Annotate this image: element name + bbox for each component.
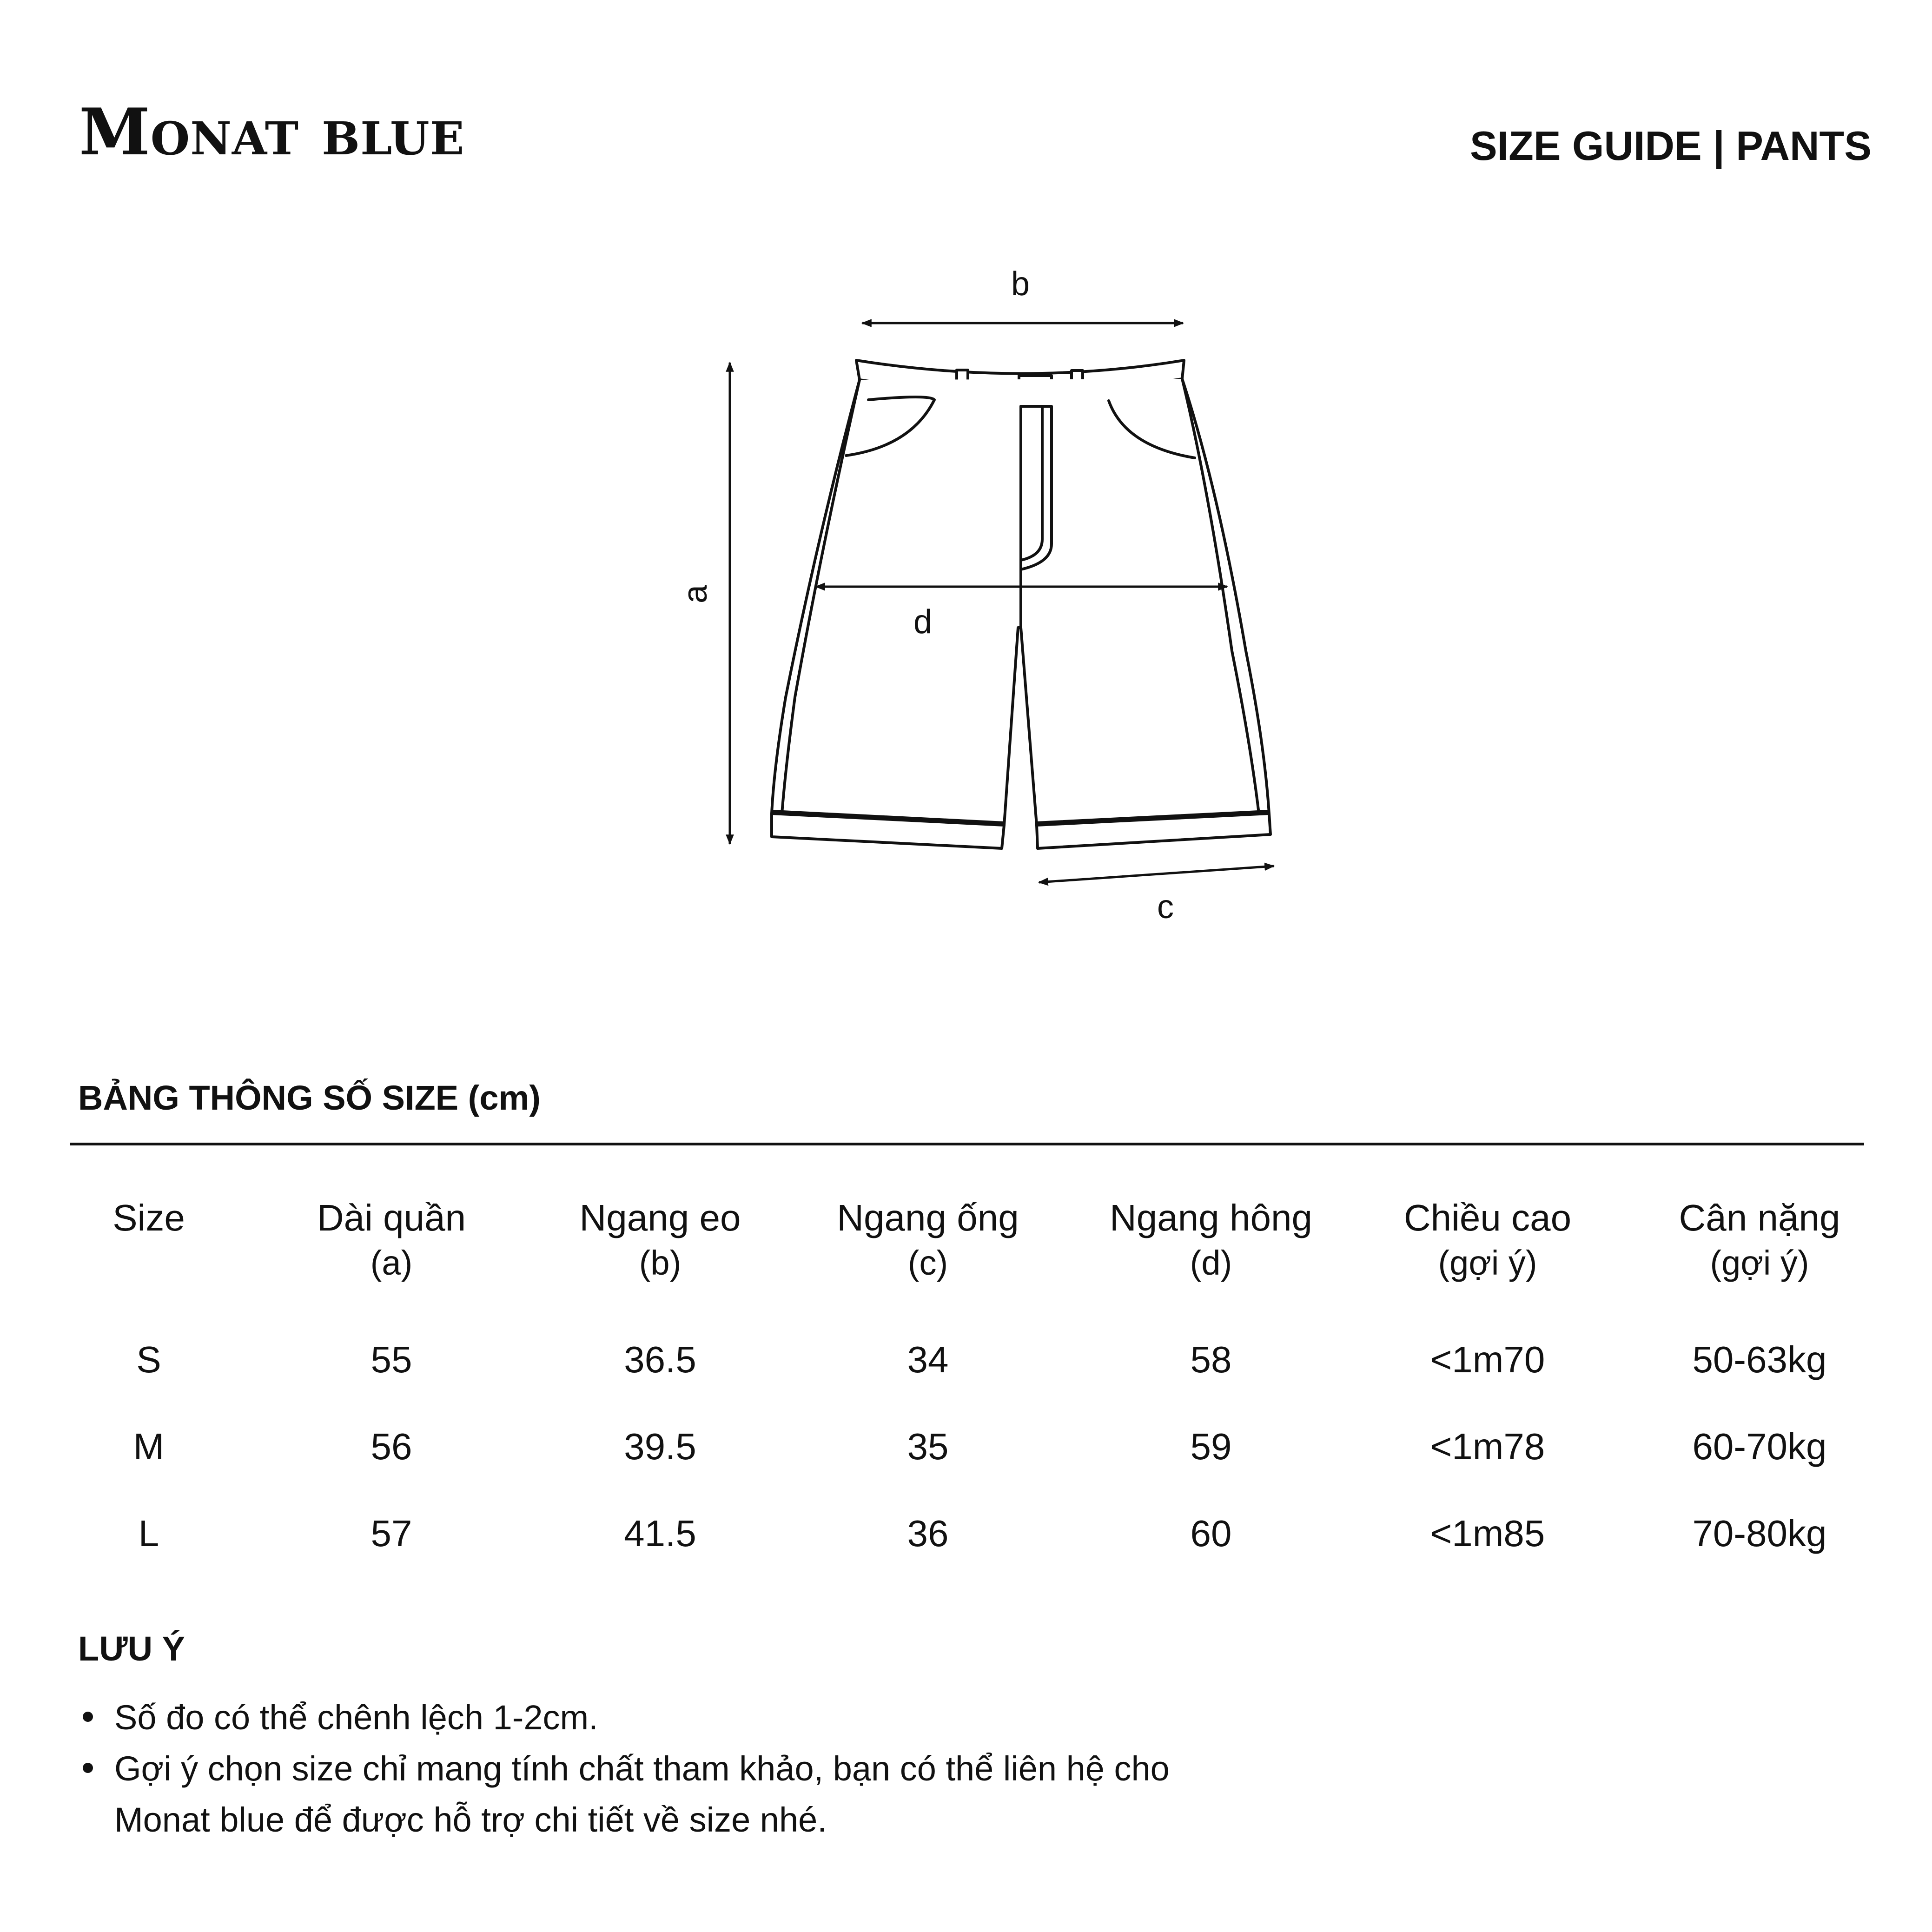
header-cell-2: Ngang eo	[579, 1197, 741, 1238]
label-b: b	[1011, 265, 1030, 303]
header-cell-sub-3: (c)	[907, 1244, 948, 1282]
table-cell: 60-70kg	[1692, 1426, 1827, 1467]
header-cell-5: Chiều cao	[1403, 1197, 1572, 1238]
table-cell: 39.5	[624, 1426, 696, 1467]
table-cell: 70-80kg	[1692, 1513, 1827, 1554]
note-text: Số đo có thể chênh lệch 1-2cm.	[114, 1698, 598, 1737]
header-cell-sub-1: (a)	[370, 1244, 413, 1282]
table-cell: 58	[1190, 1339, 1232, 1380]
table-cell: <1m78	[1430, 1426, 1545, 1467]
header-cell-3: Ngang ống	[837, 1197, 1019, 1238]
label-a: a	[677, 584, 714, 604]
bullet-icon	[83, 1763, 93, 1773]
note-item	[78, 1692, 1194, 1743]
header-cell-sub-2: (b)	[639, 1244, 681, 1282]
size-guide-title: SIZE GUIDE | PANTS	[1470, 123, 1872, 169]
table-cell: 55	[371, 1339, 412, 1380]
table-cell: 57	[371, 1513, 412, 1554]
notes-list	[78, 1692, 1194, 1846]
table-cell: 56	[371, 1426, 412, 1467]
table-cell: <1m70	[1430, 1339, 1545, 1380]
table-cell: <1m85	[1430, 1513, 1545, 1554]
notes-title: LƯU Ý	[78, 1629, 185, 1668]
bullet-icon	[83, 1712, 93, 1722]
divider	[70, 1143, 1864, 1145]
table-cell: 34	[907, 1339, 949, 1380]
brand-logo: Monat blue	[79, 94, 465, 170]
size-label: S	[136, 1339, 161, 1380]
header-cell-0: Size	[112, 1197, 185, 1238]
table-cell: 41.5	[624, 1513, 696, 1554]
size-label: M	[133, 1426, 165, 1467]
size-table-title: BẢNG THÔNG SỐ SIZE (cm)	[78, 1078, 541, 1117]
header-cell-sub-6: (gợi ý)	[1710, 1244, 1809, 1282]
note-item	[78, 1743, 1194, 1846]
table-cell: 59	[1190, 1426, 1232, 1467]
shorts-outline	[772, 360, 1270, 848]
label-c: c	[1157, 888, 1174, 926]
header-cell-6: Cân nặng	[1679, 1197, 1840, 1238]
size-label: L	[138, 1513, 159, 1554]
header-cell-sub-4: (d)	[1190, 1244, 1232, 1282]
note-text: Gợi ý chọn size chỉ mang tính chất tham khảo, bạn có thể liên hệ cho Monat blue để được hỗ trợ chi tiết về size nhé.	[114, 1749, 1170, 1839]
size-table-grid	[0, 1181, 1932, 1581]
table-cell: 60	[1190, 1513, 1232, 1554]
header-cell-sub-5: (gợi ý)	[1438, 1244, 1537, 1282]
header-cell-4: Ngang hông	[1110, 1197, 1312, 1238]
label-d: d	[913, 603, 933, 641]
arrow-c	[1039, 866, 1274, 882]
table-cell: 35	[907, 1426, 949, 1467]
header-cell-1: Dài quần	[317, 1197, 466, 1238]
table-cell: 36	[907, 1513, 949, 1554]
table-cell: 50-63kg	[1692, 1339, 1827, 1380]
table-cell: 36.5	[624, 1339, 696, 1380]
